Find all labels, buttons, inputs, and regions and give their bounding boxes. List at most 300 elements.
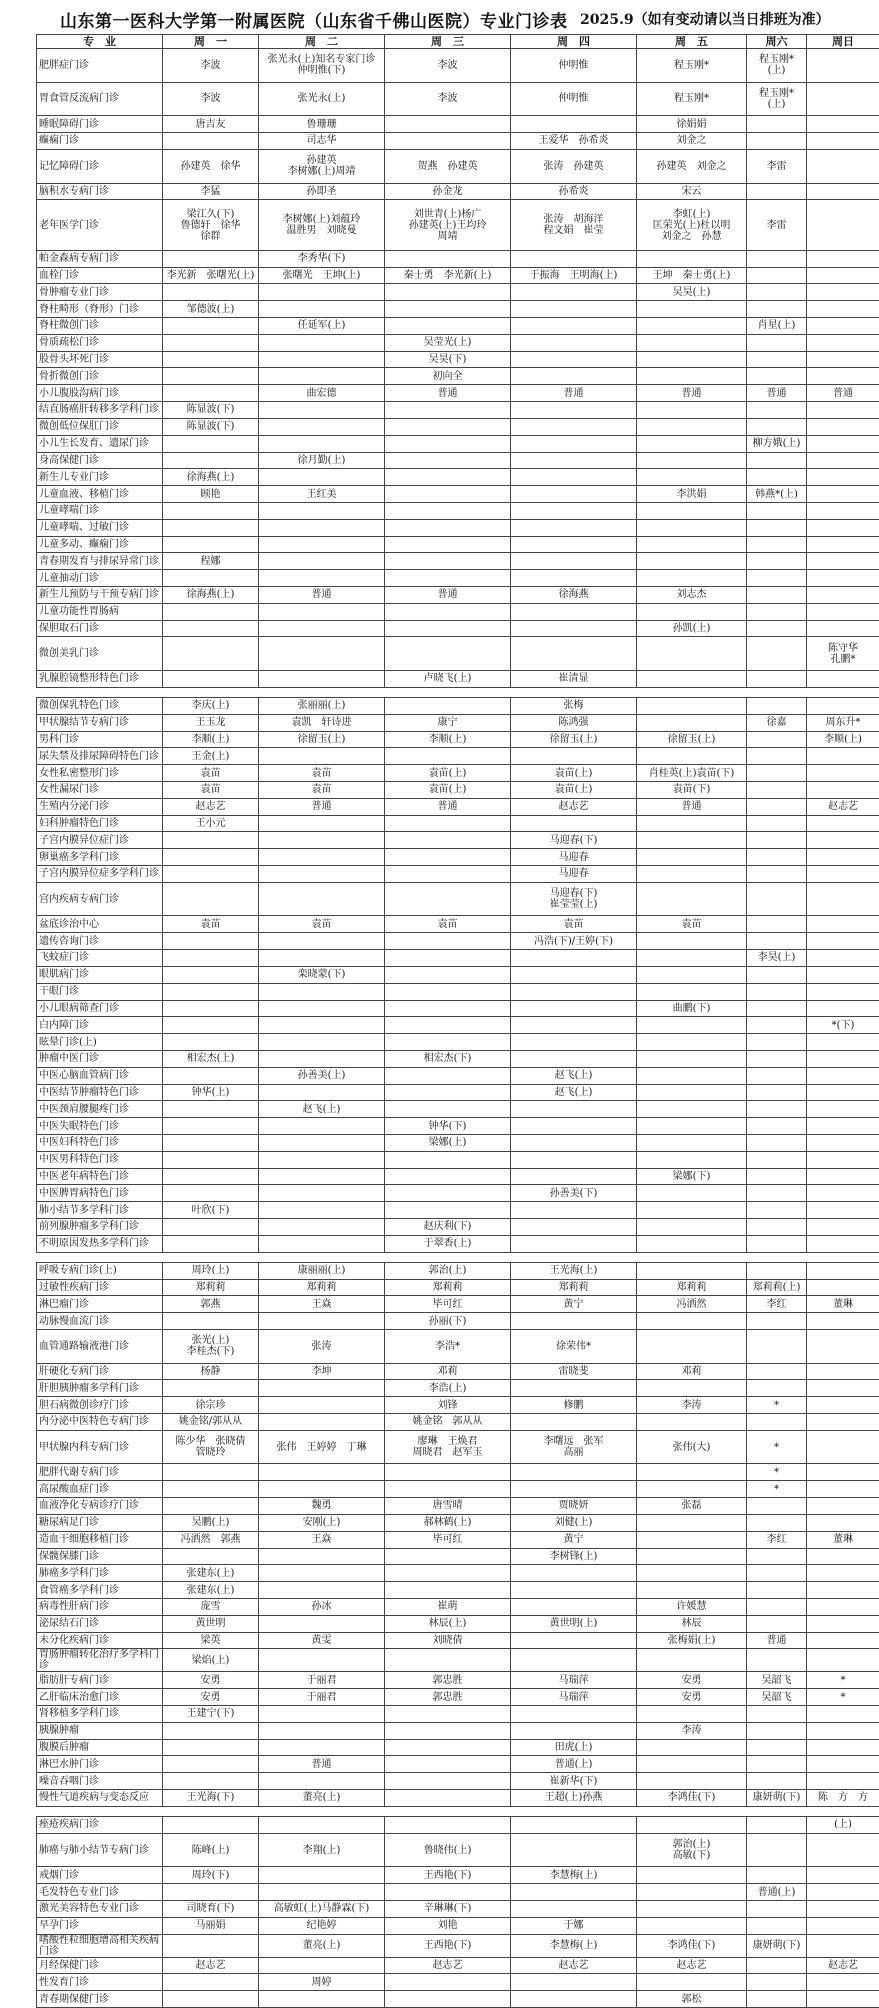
schedule-cell [807,318,879,335]
schedule-cell [259,603,385,620]
schedule-cell [637,1756,747,1773]
schedule-cell: 孙希炎 [511,183,637,200]
schedule-cell: 张涛 孙建英 [511,149,637,183]
clinic-name: 中医结节肿瘤特色门诊 [37,1084,163,1101]
schedule-cell: 普通 [637,798,747,815]
clinic-name: 白内障门诊 [37,1017,163,1034]
table-row [37,1833,879,1867]
schedule-cell [163,284,259,301]
clinic-name: 儿童抽动门诊 [37,570,163,587]
schedule-cell [637,1900,747,1917]
schedule-cell [163,133,259,150]
clinic-name: 肝硬化专病门诊 [37,1363,163,1380]
table-row [37,587,879,604]
clinic-name: 儿童多动、癫痫门诊 [37,536,163,553]
page-title: 山东第一医科大学第一附属医院（山东省千佛山医院）专业门诊表 [60,7,568,32]
schedule-cell [259,1000,385,1017]
schedule-cell: 张梅 [511,697,637,714]
column-header: 周 五 [637,35,747,49]
schedule-cell [163,620,259,637]
schedule-cell [259,502,385,519]
schedule-cell [807,916,879,933]
schedule-cell: 李波 [385,49,511,83]
schedule-cell: 郭治(上) [385,1262,511,1279]
schedule-cell: 李雷 [747,200,807,250]
clinic-name: 宫内疾病专病门诊 [37,882,163,916]
clinic-name: 飞蚊症门诊 [37,950,163,967]
clinic-name: 眼肌病门诊 [37,966,163,983]
schedule-cell [385,553,511,570]
schedule-cell [511,1582,637,1599]
schedule-cell [511,452,637,469]
table-row [37,637,879,671]
schedule-cell [637,1185,747,1202]
table-row [37,1739,879,1756]
schedule-cell [259,1991,385,2008]
schedule-cell [163,1118,259,1135]
schedule-cell [747,1548,807,1565]
schedule-cell [163,1313,259,1330]
schedule-cell: 袁苗(上) [385,781,511,798]
schedule-cell: 李涛 [637,1722,747,1739]
schedule-cell [637,1034,747,1051]
schedule-cell: 姚金铭/郭从从 [163,1414,259,1431]
clinic-name: 新生儿专业门诊 [37,469,163,486]
schedule-cell [259,1773,385,1790]
schedule-cell [807,697,879,714]
schedule-cell [807,1430,879,1464]
schedule-cell [511,318,637,335]
clinic-name: 慢性气道疾病与变态反应 [37,1790,163,1807]
schedule-cell [747,849,807,866]
schedule-cell: 普通 [385,587,511,604]
schedule-cell: 高敏虹(上)马静霖(下) [259,1900,385,1917]
schedule-cell: 刘晓倩 [385,1632,511,1649]
schedule-cell [163,1739,259,1756]
schedule-cell: 陈显波(下) [163,418,259,435]
schedule-cell [385,250,511,267]
schedule-cell [747,1598,807,1615]
schedule-cell [511,1380,637,1397]
schedule-cell: 李虹(上) 匡荣光(上)杜以明 刘金之 孙慧 [637,200,747,250]
schedule-cell: 于丽君 [259,1672,385,1689]
schedule-cell [747,1168,807,1185]
clinic-name: 卵巢癌多学科门诊 [37,849,163,866]
schedule-cell [747,1017,807,1034]
schedule-cell [163,933,259,950]
schedule-cell [511,284,637,301]
schedule-cell [637,983,747,1000]
schedule-cell [259,1565,385,1582]
table-row [37,402,879,419]
schedule-cell: 张光永(上)知名专家门诊 仲明惟(下) [259,49,385,83]
schedule-cell [385,318,511,335]
schedule-cell [807,1934,879,1957]
schedule-cell: 曲鹏(下) [637,1000,747,1017]
schedule-cell [807,284,879,301]
clinic-name: 中医老年病特色门诊 [37,1168,163,1185]
schedule-cell [807,1219,879,1236]
table-row [37,1957,879,1974]
schedule-cell [747,933,807,950]
schedule-cell [637,1649,747,1672]
schedule-cell: 仲明惟 [511,82,637,116]
schedule-cell [385,1816,511,1833]
schedule-cell [747,1833,807,1867]
table-row [37,1296,879,1313]
schedule-cell: 魏勇 [259,1498,385,1515]
schedule-cell [511,1313,637,1330]
clinic-name: 胃食管反流病门诊 [37,82,163,116]
schedule-cell [259,1706,385,1723]
table-row [37,1991,879,2008]
table-row [37,133,879,150]
clinic-name: 脊柱畸形（脊形）门诊 [37,301,163,318]
schedule-cell: 李顺(上) [163,731,259,748]
column-header: 周 三 [385,35,511,49]
schedule-cell: 袁苗 [163,765,259,782]
schedule-cell: 吴昊(下) [385,351,511,368]
schedule-cell [385,452,511,469]
schedule-cell: 徐留玉(上) [637,731,747,748]
table-row [37,1414,879,1431]
schedule-cell [637,418,747,435]
schedule-cell [163,519,259,536]
clinic-name: 中医失眠特色门诊 [37,1118,163,1135]
schedule-cell [807,849,879,866]
schedule-cell [747,1151,807,1168]
schedule-cell: 普通 [385,798,511,815]
schedule-cell: 于振海 王明海(上) [511,267,637,284]
schedule-cell: 柳方娥(上) [747,435,807,452]
schedule-cell [259,637,385,671]
clinic-name: 保胆取石门诊 [37,620,163,637]
table-row [37,1632,879,1649]
schedule-cell [807,536,879,553]
clinic-name: 微创低位保肛门诊 [37,418,163,435]
table-row [37,149,879,183]
schedule-cell [259,519,385,536]
schedule-cell [259,866,385,883]
schedule-cell [747,267,807,284]
schedule-cell [747,418,807,435]
table-row [37,1017,879,1034]
table-row [37,1722,879,1739]
schedule-cell [259,402,385,419]
table-row [37,714,879,731]
table-row [37,1790,879,1807]
clinic-name: 股骨头坏死门诊 [37,351,163,368]
table-row [37,765,879,782]
schedule-cell: 郑莉莉 [511,1279,637,1296]
table-row [37,351,879,368]
schedule-cell: 普通 [511,385,637,402]
schedule-cell [259,933,385,950]
schedule-cell [807,1118,879,1135]
schedule-cell [807,671,879,688]
schedule-cell [163,983,259,1000]
table-row [37,49,879,83]
schedule-cell [163,536,259,553]
schedule-cell [637,815,747,832]
schedule-cell [385,1739,511,1756]
table-row [37,519,879,536]
schedule-cell [747,671,807,688]
clinic-name: 遗传咨询门诊 [37,933,163,950]
clinic-name: 青春期发育与排尿异常门诊 [37,553,163,570]
column-header: 周日 [807,35,879,49]
schedule-cell [807,1565,879,1582]
schedule-cell [807,1632,879,1649]
schedule-cell [511,502,637,519]
schedule-cell [511,603,637,620]
schedule-cell [637,1329,747,1363]
schedule-cell: 袁苗 [163,781,259,798]
schedule-cell: 李慧梅(上) [511,1867,637,1884]
table-row [37,1034,879,1051]
schedule-cell: 张建东(上) [163,1565,259,1582]
schedule-cell [747,815,807,832]
schedule-cell [385,435,511,452]
schedule-cell [163,1884,259,1901]
schedule-cell [163,385,259,402]
clinic-name: 泌尿结石门诊 [37,1615,163,1632]
clinic-name: 淋巴瘤门诊 [37,1296,163,1313]
table-row [37,1689,879,1706]
schedule-cell [637,553,747,570]
schedule-cell [807,570,879,587]
schedule-cell: 黄宁 [511,1531,637,1548]
schedule-cell [511,418,637,435]
schedule-cell [747,781,807,798]
schedule-cell [511,1481,637,1498]
schedule-cell [163,570,259,587]
schedule-cell [385,1067,511,1084]
schedule-cell [637,469,747,486]
schedule-cell [747,798,807,815]
schedule-cell [747,452,807,469]
schedule-cell [807,250,879,267]
schedule-cell: 周玲(上) [163,1262,259,1279]
schedule-cell [637,1017,747,1034]
schedule-cell: 贺燕 孙建英 [385,149,511,183]
schedule-cell [259,815,385,832]
column-header: 周六 [747,35,807,49]
schedule-cell [385,697,511,714]
schedule-cell [259,1202,385,1219]
schedule-cell [637,1739,747,1756]
schedule-cell [637,637,747,671]
schedule-cell [807,1151,879,1168]
schedule-cell: 鲁晓伟(上) [385,1833,511,1867]
schedule-cell [385,1034,511,1051]
table-row [37,452,879,469]
schedule-cell: 徐海燕(上) [163,469,259,486]
schedule-cell [511,1900,637,1917]
schedule-cell [637,1867,747,1884]
column-header: 周 四 [511,35,637,49]
schedule-cell: 初向全 [385,368,511,385]
schedule-cell [385,284,511,301]
schedule-cell: 郑莉莉 [385,1279,511,1296]
schedule-cell: 梁江久(下) 鲁德轩 徐华 徐群 [163,200,259,250]
schedule-cell: 肖桂英(上)袁苗(下) [637,765,747,782]
schedule-cell: 郑莉莉(上) [747,1279,807,1296]
clinic-name: 过敏性疾病门诊 [37,1279,163,1296]
table-row [37,1706,879,1723]
schedule-cell [807,200,879,250]
table-row [37,1363,879,1380]
clinic-name: 中医妇科特色门诊 [37,1135,163,1152]
table-row [37,1565,879,1582]
schedule-cell: 马瑞萍 [511,1672,637,1689]
schedule-cell [747,1414,807,1431]
schedule-cell: 李坤 [259,1363,385,1380]
schedule-cell: 程玉刚* [637,49,747,83]
schedule-cell: 吴昊(上) [637,284,747,301]
clinic-name: 骨折微创门诊 [37,368,163,385]
schedule-cell [807,1867,879,1884]
table-row [37,284,879,301]
clinic-name: 睡眠障碍门诊 [37,116,163,133]
schedule-cell [807,133,879,150]
schedule-cell [385,570,511,587]
page-header [0,0,879,34]
schedule-cell [259,882,385,916]
schedule-cell [385,1481,511,1498]
schedule-cell: 李波 [163,82,259,116]
schedule-cell: 张丽丽(上) [259,697,385,714]
schedule-cell: 孙金龙 [385,183,511,200]
schedule-cell [163,637,259,671]
table-row [37,832,879,849]
schedule-cell [511,519,637,536]
schedule-cell: 袁苗 [385,916,511,933]
schedule-cell [511,469,637,486]
schedule-cell [385,1649,511,1672]
clinic-name: 微创保乳特色门诊 [37,697,163,714]
schedule-cell [259,368,385,385]
schedule-cell: 张涛 [259,1329,385,1363]
schedule-cell [259,1185,385,1202]
schedule-cell [807,519,879,536]
clinic-name: 微创美乳门诊 [37,637,163,671]
schedule-cell [385,983,511,1000]
table-row [37,1884,879,1901]
clinic-name: 骨肿瘤专业门诊 [37,284,163,301]
schedule-cell: 普通 [637,385,747,402]
schedule-cell: 孙建英 刘金之 [637,149,747,183]
schedule-cell [747,1514,807,1531]
clinic-name: 中医男科特色门诊 [37,1151,163,1168]
schedule-cell: 马迎春 [511,866,637,883]
table-row [37,1867,879,1884]
schedule-cell: 刘志杰 [637,587,747,604]
section-gap [37,687,879,697]
clinic-name: 毛发特色专业门诊 [37,1884,163,1901]
schedule-cell [807,1481,879,1498]
schedule-cell [637,671,747,688]
schedule-cell [637,301,747,318]
schedule-cell [637,714,747,731]
schedule-cell: 崔新华(下) [511,1773,637,1790]
schedule-cell [747,1816,807,1833]
schedule-cell: 王小元 [163,815,259,832]
schedule-cell: 李涛 [637,1397,747,1414]
schedule-cell: 梁焰(上) [163,1649,259,1672]
schedule-cell: 康妍萌(下) [747,1934,807,1957]
schedule-cell [259,620,385,637]
schedule-cell [807,1900,879,1917]
schedule-cell [747,620,807,637]
schedule-cell [637,1531,747,1548]
schedule-cell [807,1235,879,1252]
schedule-cell [385,116,511,133]
schedule-cell [259,1135,385,1152]
schedule-cell [807,267,879,284]
schedule-cell [163,1816,259,1833]
schedule-cell: 徐嘉 [747,714,807,731]
schedule-cell [385,1756,511,1773]
schedule-cell: 李庆(上) [163,697,259,714]
schedule-cell [807,1917,879,1934]
schedule-cell [807,1397,879,1414]
schedule-cell [637,603,747,620]
schedule-cell: 曲宏德 [259,385,385,402]
schedule-cell: 杨静 [163,1363,259,1380]
schedule-cell [163,882,259,916]
schedule-cell: 雷晓斐 [511,1363,637,1380]
schedule-cell [385,933,511,950]
schedule-cell [259,334,385,351]
schedule-cell [807,1884,879,1901]
schedule-cell [259,832,385,849]
table-row [37,1084,879,1101]
schedule-cell [807,116,879,133]
table-row [37,1397,879,1414]
schedule-cell [807,1548,879,1565]
schedule-cell [637,351,747,368]
table-row [37,933,879,950]
schedule-cell: 安勇 [637,1689,747,1706]
schedule-cell: 张磊 [637,1498,747,1515]
schedule-cell: 陈峰(上) [163,1833,259,1867]
schedule-cell [259,536,385,553]
clinic-name: 小儿眼病筛查门诊 [37,1000,163,1017]
schedule-cell [385,620,511,637]
clinic-name: 儿童哮喘、过敏门诊 [37,519,163,536]
table-row [37,1185,879,1202]
schedule-cell [385,1722,511,1739]
schedule-cell [807,1582,879,1599]
table-row [37,1219,879,1236]
schedule-cell: 叶欣(下) [163,1202,259,1219]
schedule-cell [807,950,879,967]
clinic-name: 中医心脑血管病门诊 [37,1067,163,1084]
schedule-cell [637,849,747,866]
schedule-cell: 赵志艺 [385,1957,511,1974]
schedule-cell [807,1615,879,1632]
clinic-name: 生殖内分泌门诊 [37,798,163,815]
schedule-cell [637,368,747,385]
schedule-cell [163,1151,259,1168]
clinic-name: 肺癌与肺小结节专病门诊 [37,1833,163,1867]
schedule-cell: 赵志艺 [511,798,637,815]
schedule-cell: 王焱 [259,1296,385,1313]
schedule-cell: 廖琳 王焕君 周晓君 赵军玉 [385,1430,511,1464]
schedule-cell [807,1833,879,1867]
schedule-cell [163,966,259,983]
